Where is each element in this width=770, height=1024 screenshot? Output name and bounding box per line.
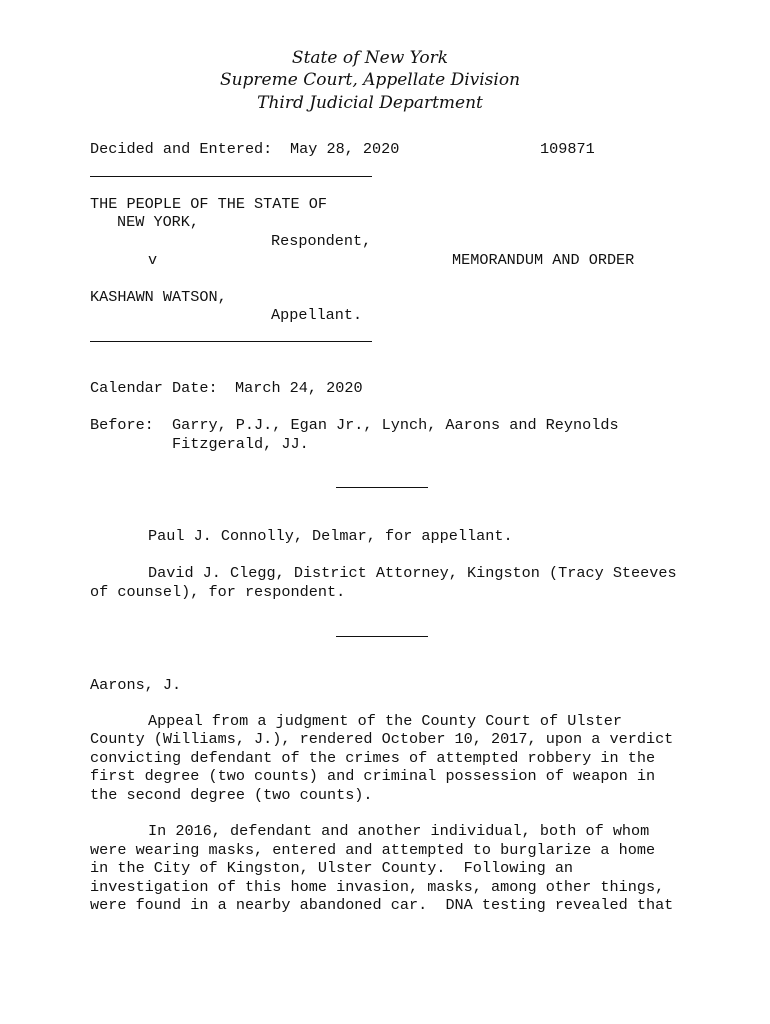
before-line1: Garry, P.J., Egan Jr., Lynch, Aarons and Reynolds xyxy=(172,416,619,434)
section-rule-1 xyxy=(336,487,428,488)
paragraph2-line: in the City of Kingston, Ulster County. Following an xyxy=(90,859,574,877)
decided-label: Decided and Entered: xyxy=(90,140,273,158)
paragraph1-line: convicting defendant of the crimes of attempted robbery in the xyxy=(90,749,656,767)
docket-number: 109871 xyxy=(540,140,595,158)
counsel-respondent-line2: of counsel), for respondent. xyxy=(90,583,346,601)
paragraph1-line: first degree (two counts) and criminal possession of weapon in xyxy=(90,767,656,785)
versus: v xyxy=(148,251,158,269)
paragraph1-line: Appeal from a judgment of the County Court of Ulster xyxy=(148,712,622,730)
calendar-date: March 24, 2020 xyxy=(235,379,363,397)
decided-date: May 28, 2020 xyxy=(290,140,400,158)
party1-role: Respondent, xyxy=(271,232,372,250)
party2: KASHAWN WATSON, xyxy=(90,288,227,306)
paragraph2-line: were wearing masks, entered and attempted to burglarize a home xyxy=(90,841,656,859)
paragraph2-line: were found in a nearby abandoned car. DNA testing revealed that xyxy=(90,896,674,914)
document-type: MEMORANDUM AND ORDER xyxy=(452,251,635,269)
calendar-label: Calendar Date: xyxy=(90,379,218,397)
counsel-appellant: Paul J. Connolly, Delmar, for appellant. xyxy=(148,527,513,545)
court-name-line1: State of New York xyxy=(291,48,449,68)
before-line2: Fitzgerald, JJ. xyxy=(172,435,309,453)
paragraph2-line: investigation of this home invasion, masks, among other things, xyxy=(90,878,665,896)
paragraph1-line: County (Williams, J.), rendered October 10, 2017, upon a verdict xyxy=(90,730,674,748)
counsel-respondent-line1: David J. Clegg, District Attorney, Kingston (Tracy Steeves xyxy=(148,564,677,582)
party1-line1: THE PEOPLE OF THE STATE OF xyxy=(90,195,327,213)
court-name-line3: Third Judicial Department xyxy=(257,93,483,113)
author: Aarons, J. xyxy=(90,676,182,694)
party1-line2: NEW YORK, xyxy=(117,213,200,231)
paragraph1-line: the second degree (two counts). xyxy=(90,786,373,804)
party2-role: Appellant. xyxy=(271,306,363,324)
section-rule-2 xyxy=(336,636,428,637)
paragraph2-line: In 2016, defendant and another individual, both of whom xyxy=(148,822,650,840)
court-name-line2: Supreme Court, Appellate Division xyxy=(219,70,521,90)
caption-rule-top xyxy=(90,176,372,177)
caption-rule-bottom xyxy=(90,341,372,342)
before-label: Before: xyxy=(90,416,154,434)
